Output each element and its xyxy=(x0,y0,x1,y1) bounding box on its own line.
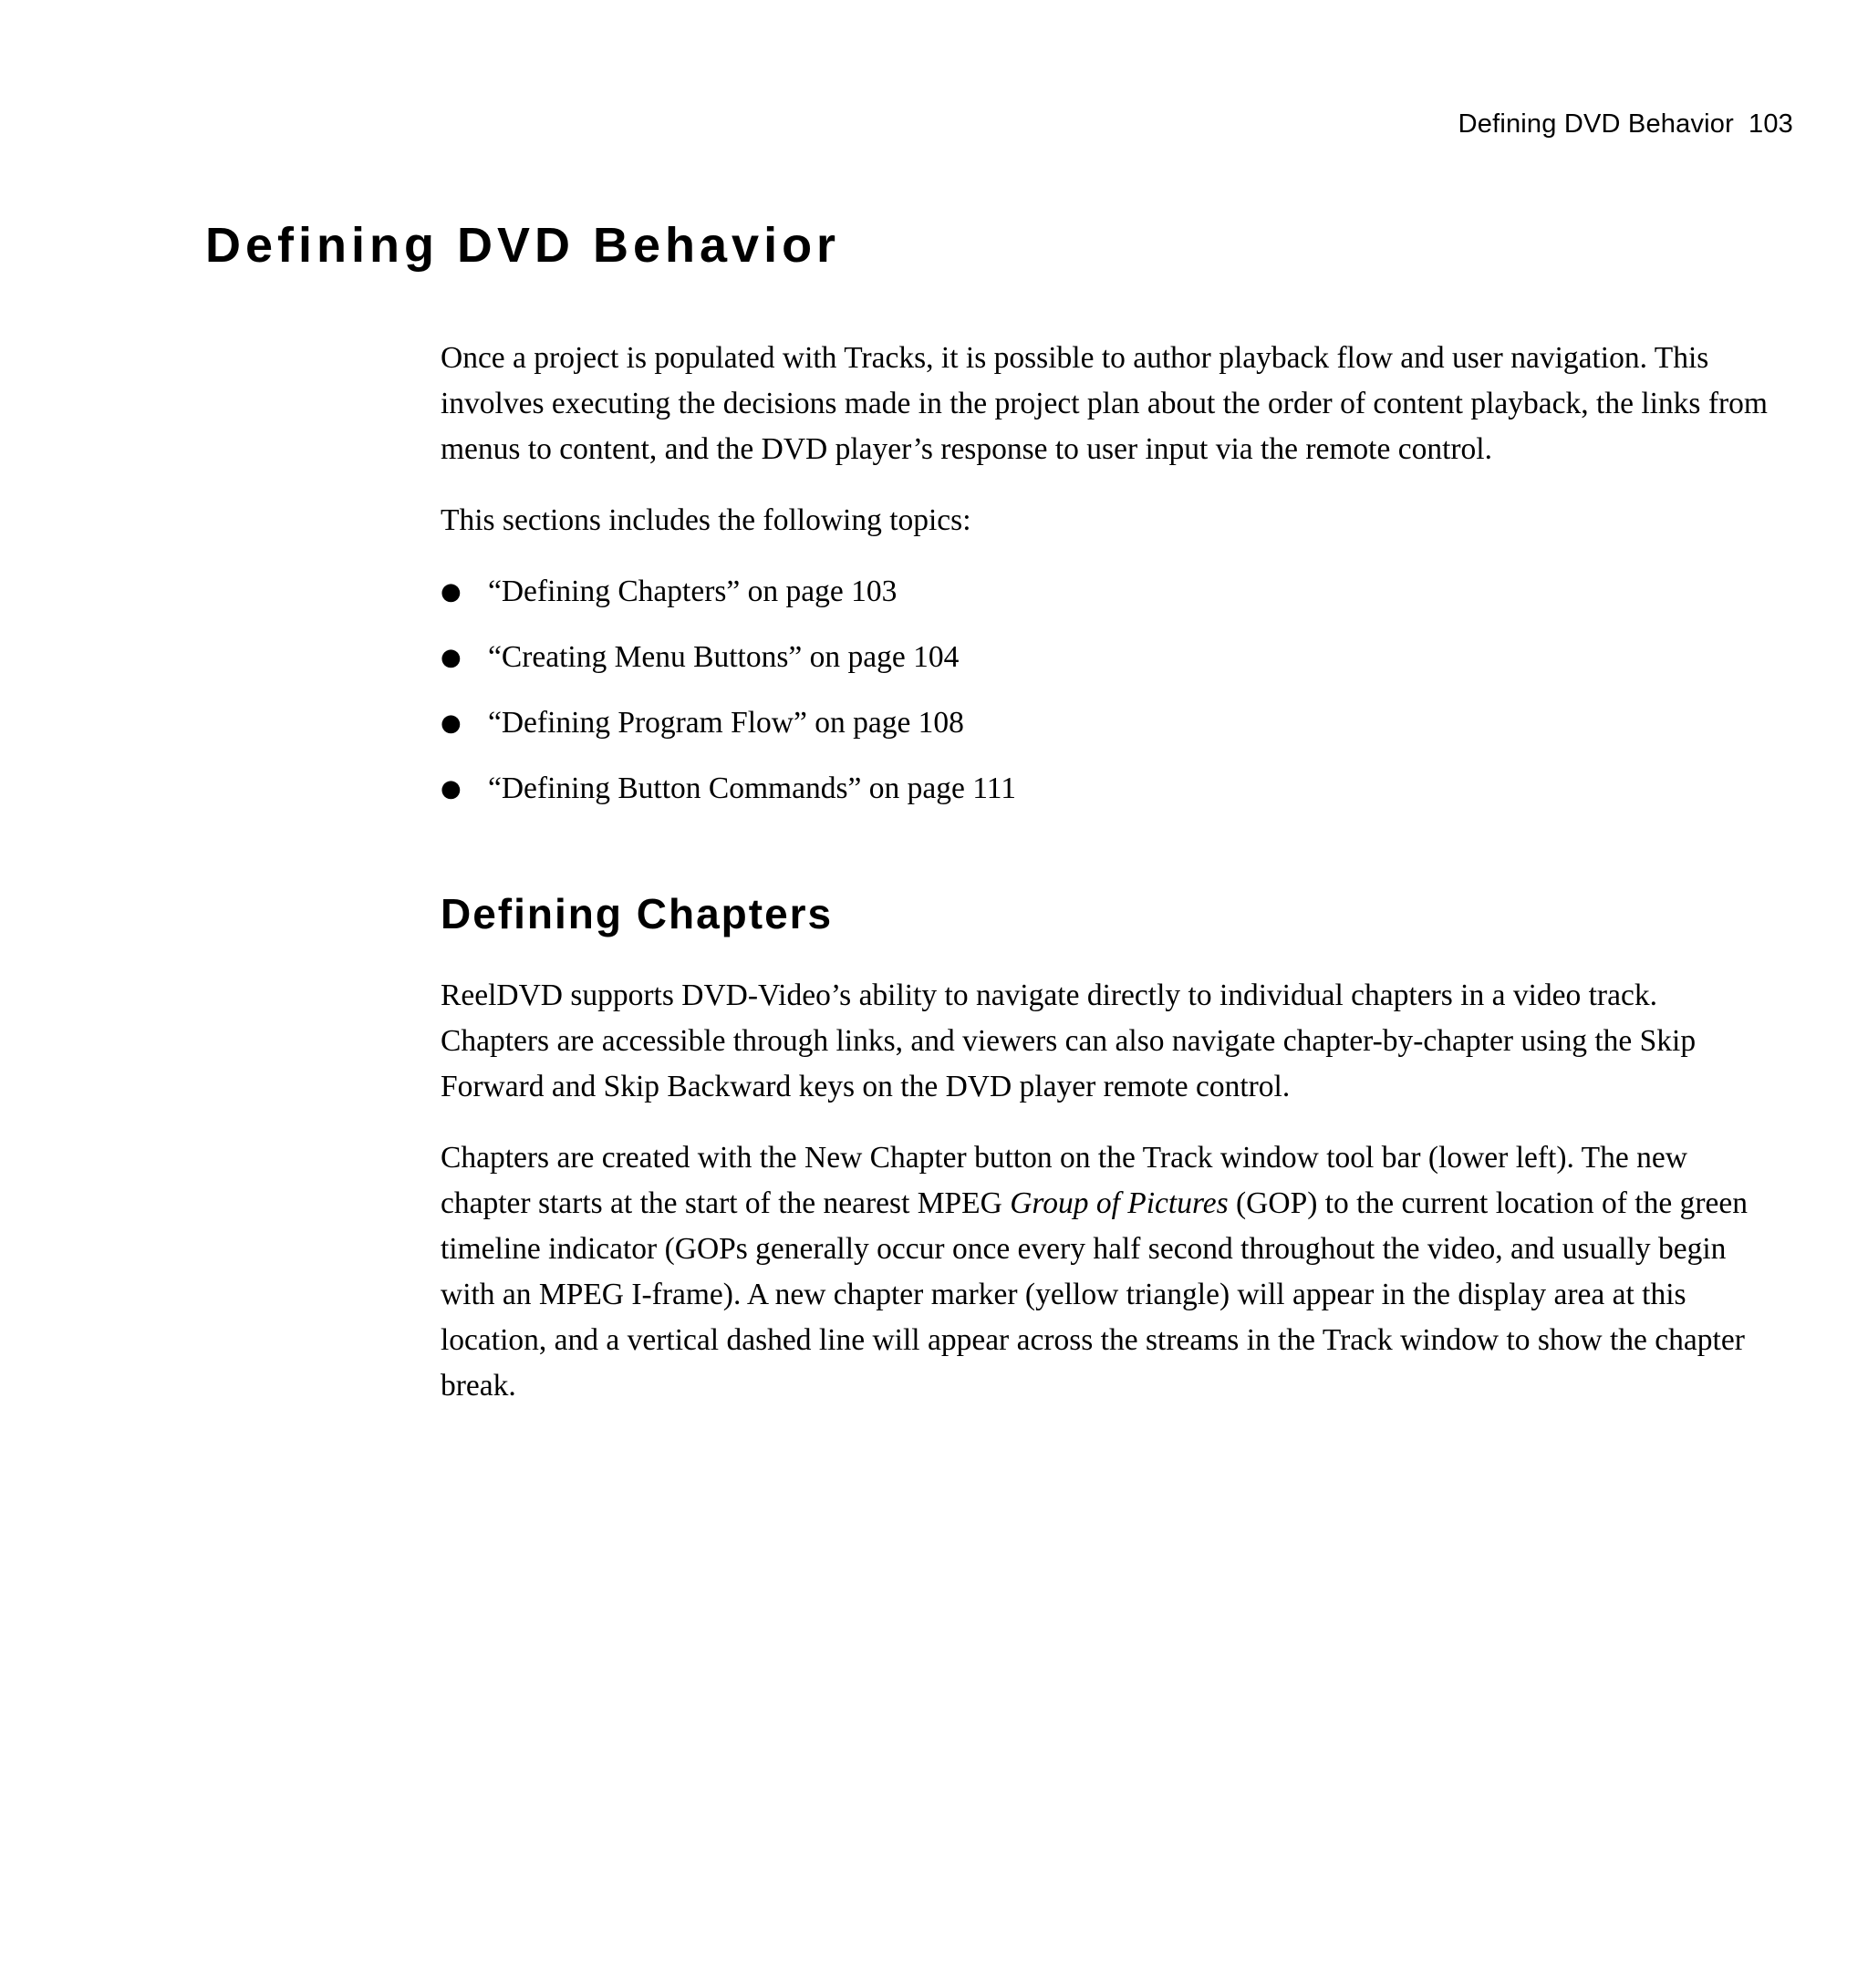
topic-link[interactable]: “Defining Program Flow” on page 108 xyxy=(488,706,964,740)
topic-item[interactable] xyxy=(441,700,1772,746)
paragraph-2-text-start: Chapters are created with the New Chapter button on the Track window tool bar (lower left). The new chapter starts at the start of the nearest MPEG xyxy=(441,1140,1687,1220)
intro-paragraph: Once a project is populated with Tracks, it is possible to author playback flow and user navigation. This involves executing the decisions made in the project plan about the order of content playback, the links from menus to content, and the DVD player’s response to user input via the remote control. xyxy=(441,341,1768,466)
topic-item[interactable] xyxy=(441,635,1772,680)
running-header xyxy=(1458,109,1793,140)
bullet-icon: ● xyxy=(441,709,462,737)
section-paragraph-2 xyxy=(441,1135,1772,1409)
topic-item[interactable] xyxy=(441,569,1772,615)
topic-list xyxy=(441,569,1772,812)
bullet-icon: ● xyxy=(441,775,462,802)
paragraph-2-text-end: (GOP) to the current location of the green timeline indicator (GOPs generally occur once every half second throughout the video, and usually begin with an MPEG I-frame). A new chapter marker (yellow triangle) will appear in the display area at this location, and a vertical dashed line will appear across the streams in the Track window to show the chapter break. xyxy=(441,1186,1748,1403)
topic-link[interactable]: “Creating Menu Buttons” on page 104 xyxy=(488,640,960,674)
bullet-icon: ● xyxy=(441,578,462,606)
topic-link[interactable]: “Defining Chapters” on page 103 xyxy=(488,575,898,608)
page-body xyxy=(441,336,1772,1434)
chapter-title: Defining DVD Behavior xyxy=(205,218,841,273)
topics-lead: This sections includes the following topics: xyxy=(441,503,971,537)
running-header-title: Defining DVD Behavior xyxy=(1458,109,1734,139)
section-title: Defining Chapters xyxy=(441,890,834,937)
page-number: 103 xyxy=(1749,109,1793,139)
gop-term: Group of Pictures xyxy=(1010,1186,1229,1220)
section-paragraph-1: ReelDVD supports DVD-Video’s ability to navigate directly to individual chapters in a video track. Chapters are accessible through links, and viewers can also navigate chapter-by-chapter using the Skip Forward and Skip Backward keys on the DVD player remote control. xyxy=(441,978,1697,1103)
topic-item[interactable] xyxy=(441,766,1772,812)
topic-link[interactable]: “Defining Button Commands” on page 111 xyxy=(488,771,1017,805)
bullet-icon: ● xyxy=(441,644,462,671)
